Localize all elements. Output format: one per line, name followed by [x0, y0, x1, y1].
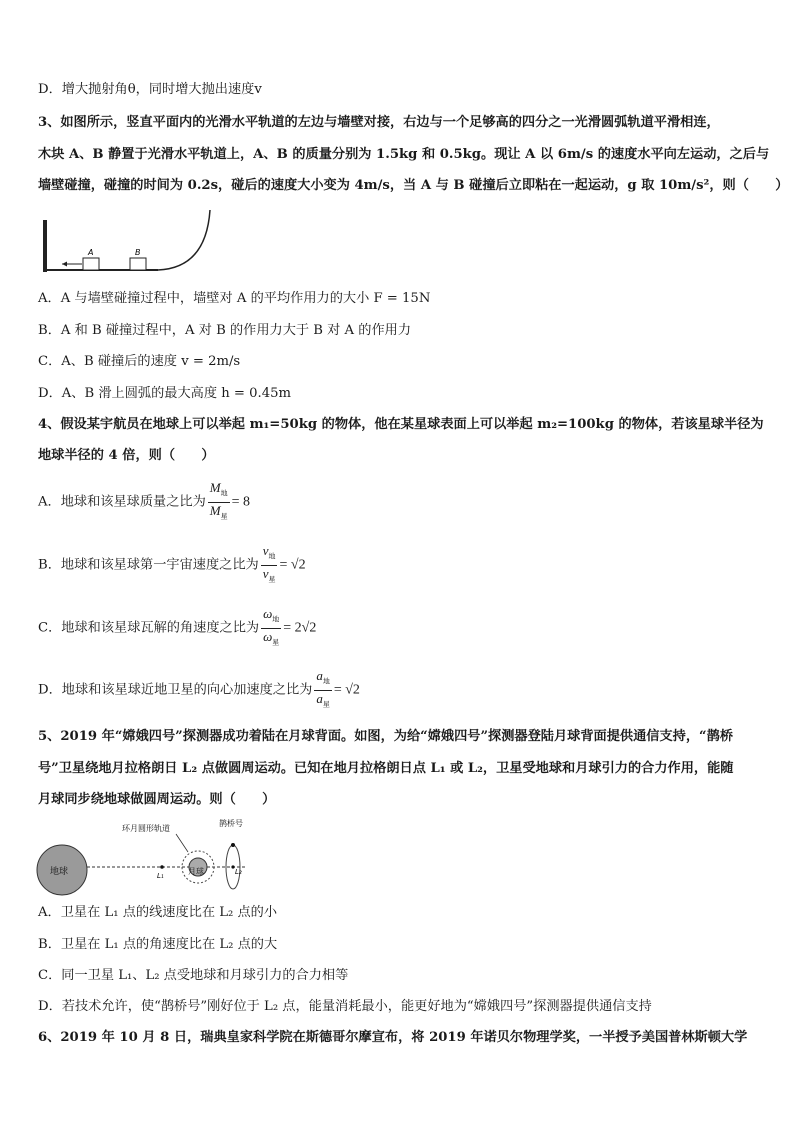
q4-option-c: [38, 606, 316, 650]
q3-option-d: D．A、B 滑上圆弧的最大高度 h = 0.45m: [38, 386, 292, 401]
q4-option-a-fraction: $\frac{M_地}{M_星}$: [209, 480, 228, 521]
q3-option-b: B．A 和 B 碰撞过程中，A 对 B 的作用力大于 B 对 A 的作用力: [38, 323, 412, 338]
block-a: [83, 258, 99, 270]
q4-option-a: [38, 480, 250, 524]
q4-option-a-value: = 8: [231, 494, 251, 510]
q4-option-b-text: B．地球和该星球第一宇宙速度之比为: [38, 557, 259, 573]
q4-stem-line1: 4、假设某宇航员在地球上可以举起 m₁=50kg 的物体，他在某星球表面上可以举起 m₂=100kg 的物体，若该星球半径为: [38, 417, 764, 432]
q4-option-d-value: = √2: [333, 682, 360, 698]
q4-option-d: [38, 668, 360, 712]
orbit-leader-line: [176, 834, 188, 852]
l1-label: L₁: [157, 872, 164, 880]
wall: [43, 220, 47, 272]
block-b: [130, 258, 146, 270]
moon-label: 月球: [188, 867, 204, 876]
q5-earth-moon-figure: [36, 814, 256, 898]
q5-stem-line1: 5、2019 年“嫦娥四号”探测器成功着陆在月球背面。如图，为给“嫦娥四号”探测器登陆月球背面提供通信支持，“鹊桥: [38, 729, 734, 744]
satellite-label: 鹊桥号: [219, 819, 243, 828]
orbit-label: 环月圆形轨道: [122, 824, 170, 833]
q5-option-a: A．卫星在 L₁ 点的线速度比在 L₂ 点的小: [38, 905, 278, 920]
q4-option-d-text: D．地球和该星球近地卫星的向心加速度之比为: [38, 682, 313, 698]
q4-option-c-fraction: $\frac{\omega_地}{\omega_星}$: [263, 606, 280, 647]
q4-option-c-value: = 2√2: [283, 620, 317, 636]
q5-stem-line2: 号”卫星绕地月拉格朗日 L₂ 点做圆周运动。已知在地月拉格朗日点 L₁ 或 L₂，卫星受地球和月球引力的合力作用，能随: [38, 761, 734, 776]
q2-option-d: D．增大抛射角θ，同时增大抛出速度v: [38, 82, 262, 97]
l1-point: [160, 865, 164, 869]
q3-stem-line1: 3、如图所示，竖直平面内的光滑水平轨道的左边与墙壁对接，右边与一个足够高的四分之一光滑圆弧轨道平滑相连，: [38, 115, 720, 130]
earth-label: 地球: [50, 867, 69, 877]
q3-track-figure: [38, 206, 228, 278]
q3-option-a: A．A 与墙壁碰撞过程中，墙壁对 A 的平均作用力的大小 F = 15N: [38, 291, 431, 306]
q3-stem-line2: 木块 A、B 静置于光滑水平轨道上，A、B 的质量分别为 1.5kg 和 0.5kg。现让 A 以 6m/s 的速度水平向左运动，之后与: [38, 147, 770, 162]
q3-stem-line3: 墙壁碰撞，碰撞的时间为 0.2s，碰后的速度大小变为 4m/s，当 A 与 B 碰撞后立即粘在一起运动，g 取 10m/s²，则（ ）: [38, 178, 789, 193]
block-b-label: B: [135, 248, 141, 257]
q4-stem-line2: 地球半径的 4 倍，则（ ）: [38, 448, 215, 463]
q5-option-b: B．卫星在 L₁ 点的角速度比在 L₂ 点的大: [38, 937, 278, 952]
l2-label: L₂: [235, 868, 242, 876]
q5-option-d: D．若技术允许，使“鹊桥号”刚好位于 L₂ 点，能量消耗最小，能更好地为“嫦娥四号”探测器提供通信支持: [38, 999, 652, 1014]
q6-stem-line1: 6、2019 年 10 月 8 日，瑞典皇家科学院在斯德哥尔摩宣布，将 2019 年诺贝尔物理学奖，一半授予美国普林斯顿大学: [38, 1030, 748, 1045]
q4-option-c-text: C．地球和该星球瓦解的角速度之比为: [38, 620, 260, 636]
block-a-label: A: [88, 248, 94, 257]
q4-option-b-fraction: $\frac{v_地}{v_星}$: [262, 543, 276, 584]
q5-stem-line3: 月球同步绕地球做圆周运动。则（ ）: [38, 792, 276, 807]
q4-option-b: [38, 543, 306, 587]
q4-option-d-fraction: $\frac{a_地}{a_星}$: [316, 668, 330, 709]
q5-option-c: C．同一卫星 L₁、L₂ 点受地球和月球引力的合力相等: [38, 968, 349, 983]
arrow-head: [62, 262, 67, 267]
q4-option-b-value: = √2: [279, 557, 306, 573]
queqiao-satellite: [231, 843, 235, 847]
q3-option-c: C．A、B 碰撞后的速度 v = 2m/s: [38, 354, 241, 369]
q4-option-a-text: A．地球和该星球质量之比为: [38, 494, 206, 510]
quarter-arc-track: [158, 210, 210, 270]
